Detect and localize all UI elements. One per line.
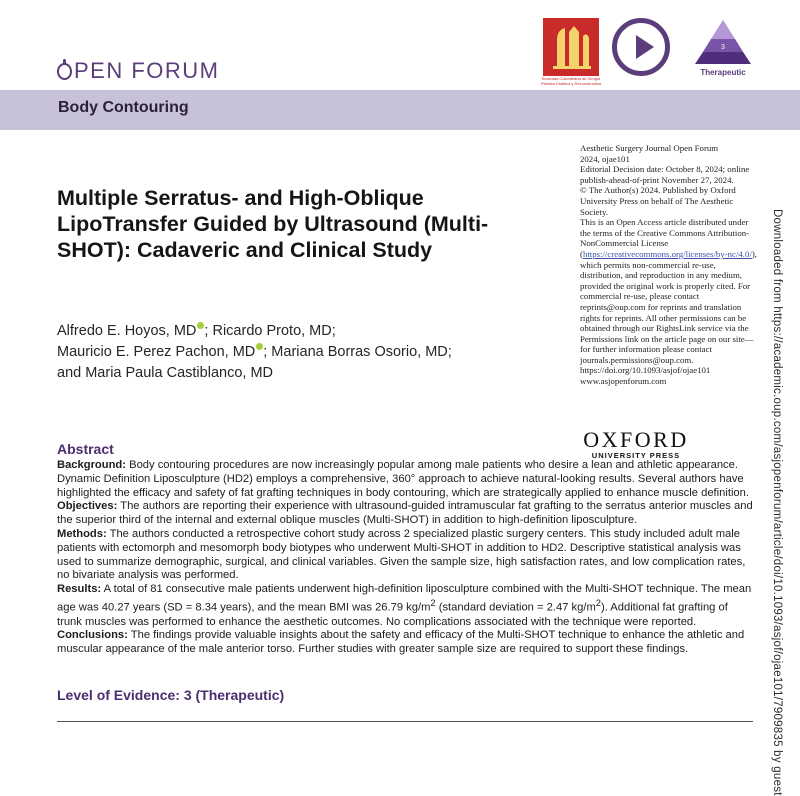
author-perez[interactable]: Mauricio E. Perez Pachon, MD (57, 344, 256, 360)
level-of-evidence: Level of Evidence: 3 (Therapeutic) (57, 687, 285, 703)
author-borras[interactable]: ; Mariana Borras Osorio, MD; (263, 344, 452, 360)
logo-text: PEN FORUM (74, 58, 220, 83)
society-logo[interactable] (543, 18, 599, 76)
abstract-heading: Abstract (57, 441, 114, 457)
download-watermark (770, 209, 784, 796)
author-proto[interactable]: ; Ricardo Proto, MD; (204, 323, 336, 339)
pyramid-level: 3 (721, 44, 725, 51)
author-hoyos[interactable]: Alfredo E. Hoyos, MD (57, 323, 197, 339)
abstract-body (57, 459, 753, 657)
license-link[interactable]: https://creativecommons.org/licenses/by-nc/4.0/ (582, 248, 752, 259)
abstract-background: Background: Body contouring procedures are now increasingly popular among male patients who desire a lean and athletic appearance. Dynamic Definition Liposculpture (HD2) employs a comprehensive, 360° approach to achieve natural-looking results. Several authors have highlighted the efficacy and safety of fat grafting techniques in body contouring, which are strategically applied to enhance muscle definition. (57, 459, 749, 499)
pyramid-label: Therapeutic (700, 68, 746, 77)
top-edge (0, 0, 800, 10)
license-note: This is an Open Access article distributed under the terms of the Creative Commons Attribution-NonCommercial License (https://creativecommons.org/licenses/by-nc/4.0/), which permits non-commercial re-use, distribution, and reproduction in any medium, provided the original work is properly cited. For commercial re-use, please contact reprints@oup.com for reprints and translation rights for reprints. All other permissions can be obtained through our RightsLink service via the Permissions link on the article page on our site—for further information please contact journals.permissions@oup.com. (580, 217, 757, 365)
oxford-logo[interactable] (578, 429, 694, 460)
journal-name: Aesthetic Surgery Journal Open Forum (580, 143, 719, 153)
section-banner (0, 90, 800, 130)
society-emblem-icon (543, 18, 599, 76)
article-metadata (580, 143, 760, 387)
abstract-results: Results: A total of 81 consecutive male patients underwent high-definition liposculpture combined with the Multi-SHOT technique. The mean age was 40.27 years (SD = 8.34 years), and the mean BMI was 26.79 $kg/m^2$ (standard deviation = 2.47 $kg/m^2$). Additional fat grafting of trunk muscles was performed to enhance the aesthetic outcomes. No complications associated with the technique were reported. (57, 583, 752, 628)
divider (57, 721, 753, 722)
author-list (57, 321, 527, 384)
abstract-conclusions: Conclusions: The findings provide valuable insights about the safety and efficacy of the Multi-SHOT technique to enhance the athletic and muscular appearance of the male anterior torso. Further studies with greater sample size are required to support these findings. (57, 629, 745, 656)
site-link[interactable]: www.asjopenforum.com (580, 376, 667, 387)
society-caption: Sociedad Colombiana de Cirugía Plástica Estética y Reconstructiva (540, 76, 602, 86)
open-forum-o-icon (57, 63, 72, 80)
play-video-button[interactable] (612, 18, 670, 76)
article-title: Multiple Serratus- and High-Oblique LipoTransfer Guided by Ultrasound (Multi-SHOT): Cadaveric and Clinical Study (57, 186, 489, 262)
section-label: Body Contouring (58, 99, 189, 116)
copyright-note: © The Author(s) 2024. Published by Oxford University Press on behalf of The Aesthetic Society. (580, 185, 736, 217)
watermark-text: Downloaded from https://academic.oup.com/asjopenforum/article/doi/10.1093/asjof/ojae101/7909835 by guest (771, 209, 783, 796)
abstract-methods: Methods: The authors conducted a retrospective cohort study across 2 specialized plastic surgery centers. This study included adult male patients with ectomorph and mesomorph body biotypes who underwent Multi-SHOT in addition to HD2. Descriptive statistical analysis was used to summarize demographic, surgical, and clinical variables. Given the sample size, high satisfaction rates, and low complication rates, no bivariate analysis was performed. (57, 527, 746, 582)
publisher-name: OXFORD (583, 427, 689, 452)
doi-link[interactable]: https://doi.org/10.1093/asjof/ojae101 (580, 365, 711, 376)
publisher-sub: UNIVERSITY PRESS (591, 451, 681, 460)
pyramid-icon (693, 18, 753, 66)
evidence-pyramid[interactable] (693, 18, 753, 71)
open-forum-logo[interactable] (57, 58, 220, 84)
author-castiblanco[interactable]: and Maria Paula Castiblanco, MD (57, 365, 273, 381)
decision-dates: Editorial Decision date: October 8, 2024; online publish-ahead-of-print November 27, 2024. (580, 164, 750, 185)
journal-volume: 2024, ojae101 (580, 153, 630, 164)
abstract-objectives: Objectives: The authors are reporting their experience with ultrasound-guided intramuscular fat grafting to the serratus anterior muscles and the superior third of the internal and external oblique muscles (Multi-SHOT) in addition to high-definition liposculpture. (57, 500, 753, 527)
